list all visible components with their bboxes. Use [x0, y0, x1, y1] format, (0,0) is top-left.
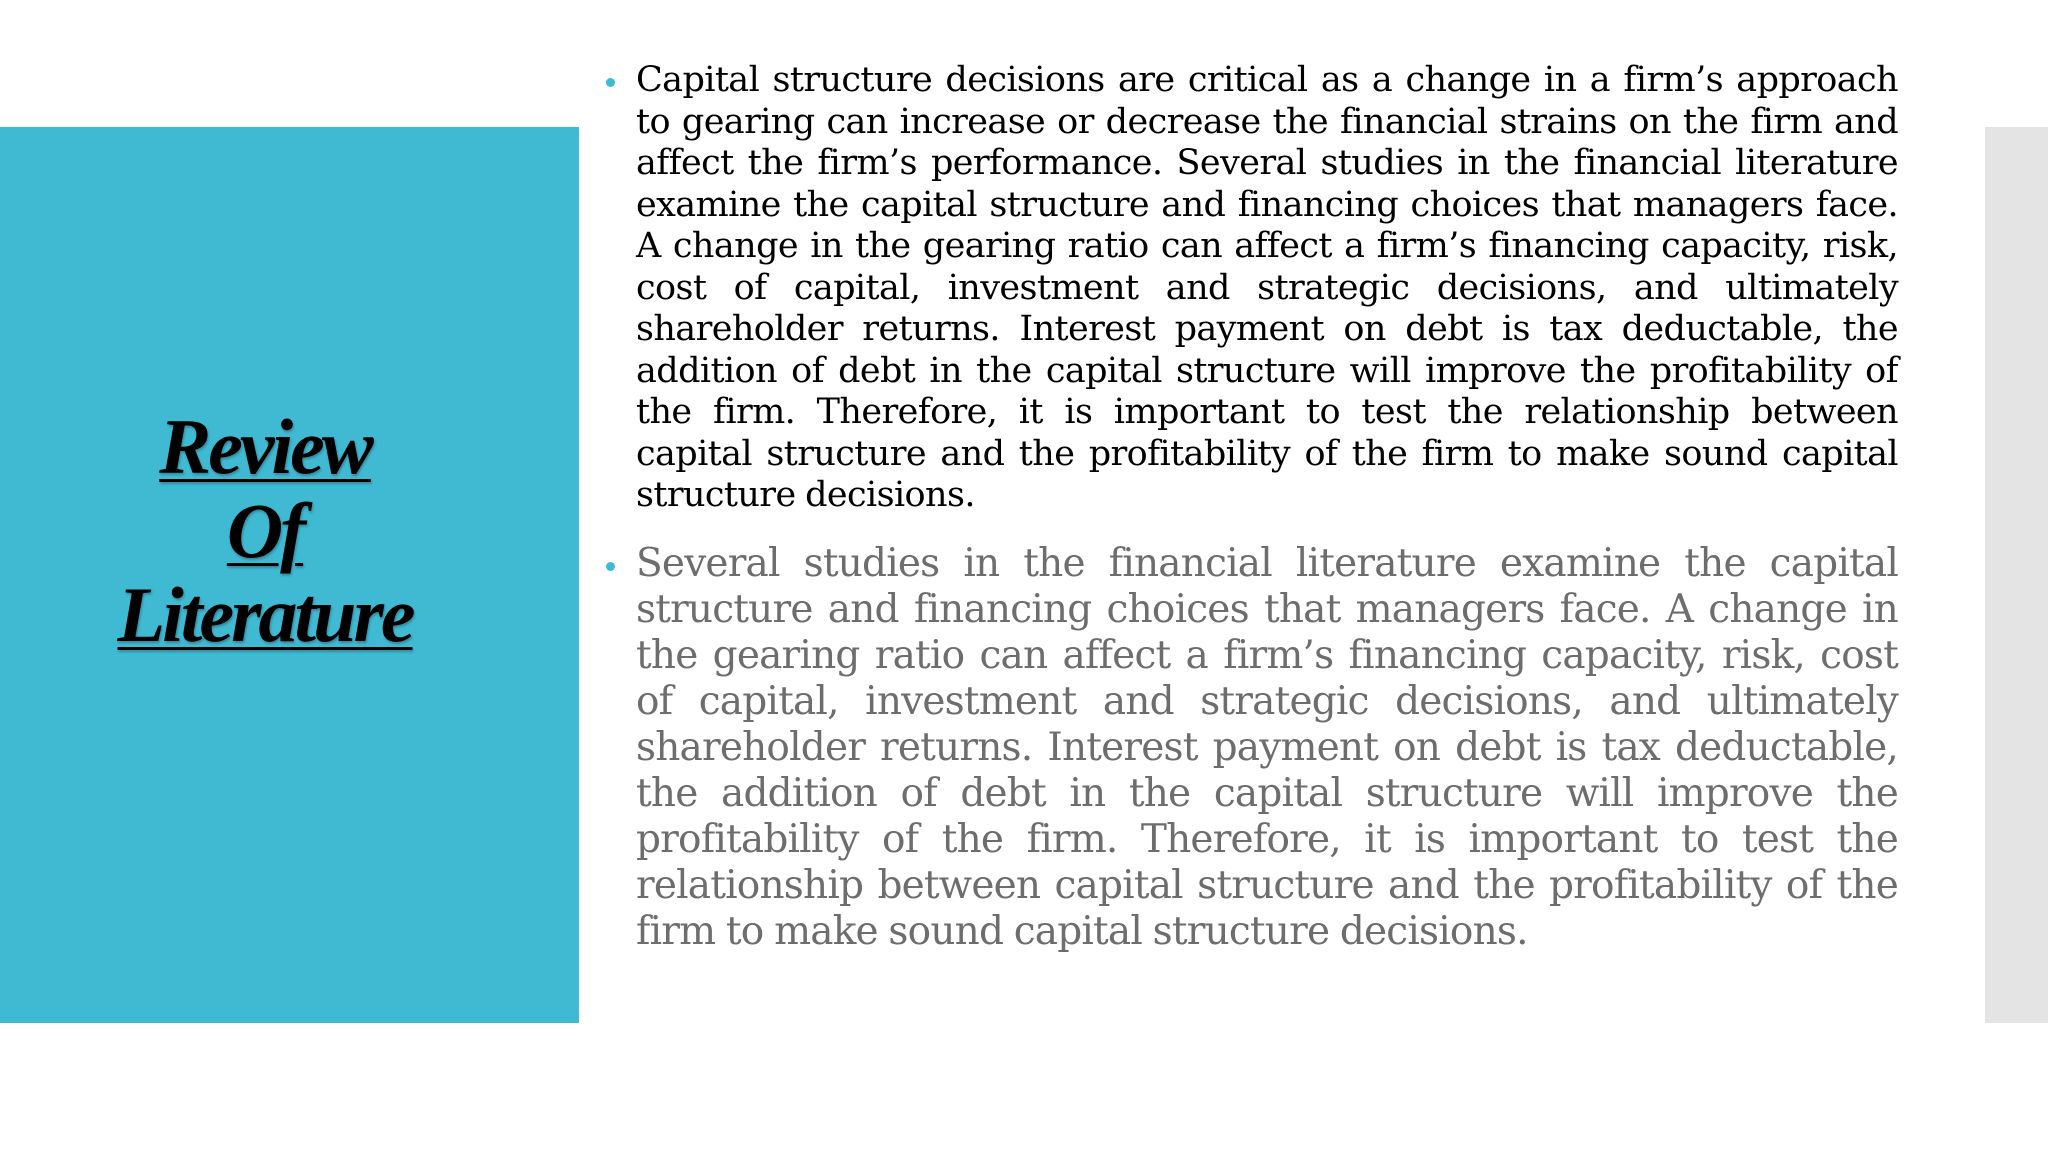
slide-title	[0, 405, 530, 657]
side-bar	[1985, 127, 2048, 1023]
bullet-text-2: Several studies in the financial literature examine the capital structure and financing choices that managers face. A change in the gearing ratio can affect a firm’s financing capacity, risk, cost of capital, investment and strategic decisions, and ultimately shareholder returns. Interest payment on debt is tax deductable, the addition of debt in the capital structure will improve the profitability of the firm. Therefore, it is important to test the relationship between capital structure and the profitability of the firm to make sound capital structure decisions.	[636, 540, 1898, 954]
bullet-text-1: Capital structure decisions are critical as a change in a firm’s approach to gearing can increase or decrease the financial strains on the firm and affect the firm’s performance. Several studies in the financial literature examine the capital structure and financing choices that managers face. A change in the gearing ratio can affect a firm’s financing capacity, risk, cost of capital, investment and strategic decisions, and ultimately shareholder returns. Interest payment on debt is tax deductable, the addition of debt in the capital structure will improve the profitability of the firm. Therefore, it is important to test the relationship between capital structure and the profitability of the firm to make sound capital structure decisions.	[636, 60, 1898, 515]
bullet-dot-icon	[606, 562, 615, 571]
title-line-2: Of	[226, 487, 304, 574]
title-line-3: Literature	[117, 571, 413, 658]
bullet-item-1	[600, 60, 1898, 517]
bullet-list	[600, 60, 1898, 955]
bullet-item-2	[600, 541, 1898, 955]
bullet-dot-icon	[606, 78, 615, 87]
title-line-1: Review	[159, 403, 371, 490]
